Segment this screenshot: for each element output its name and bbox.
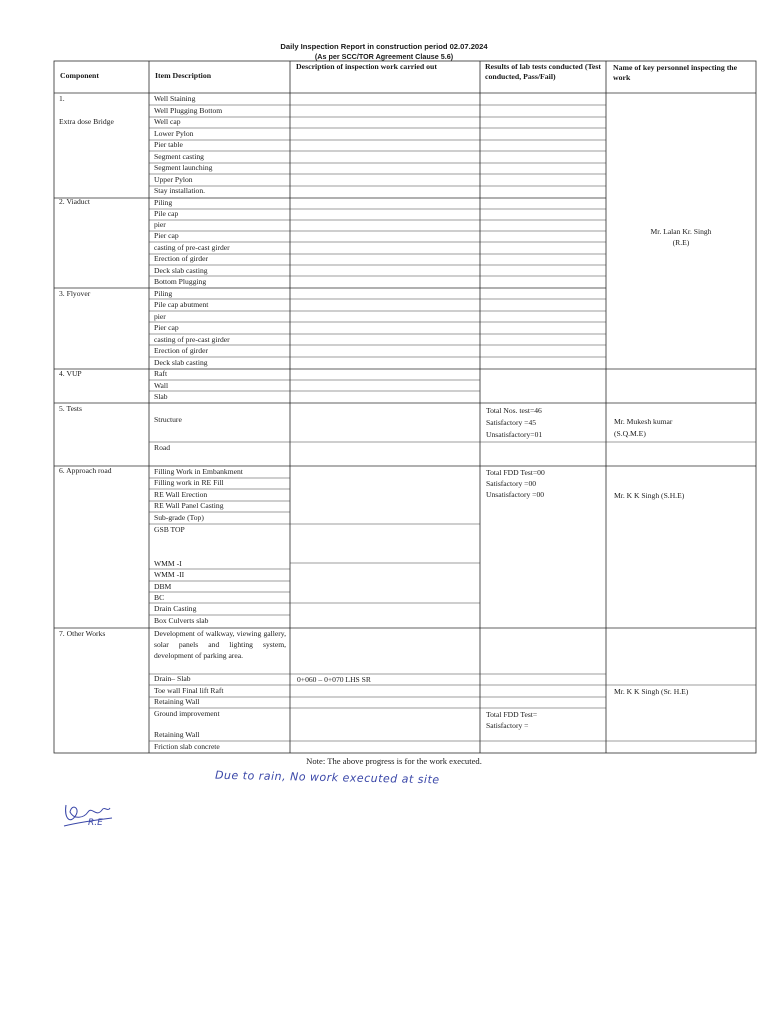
item-description: Segment launching bbox=[154, 163, 213, 172]
item-description: Sub-grade (Top) bbox=[154, 513, 204, 522]
item-description: Deck slab casting bbox=[154, 266, 208, 275]
header-item: Item Description bbox=[155, 71, 212, 80]
item-description: Pier cap bbox=[154, 323, 179, 332]
item-description: Pile cap abutment bbox=[154, 300, 209, 309]
item-description: Development of walkway, viewing gallery, solar panels and lighting system, development of parking area. bbox=[154, 629, 286, 660]
item-description: Pile cap bbox=[154, 209, 179, 218]
report-title: Daily Inspection Report in construction period 02.07.2024 bbox=[280, 42, 488, 51]
item-description: Deck slab casting bbox=[154, 358, 208, 367]
item-description: Lower Pylon bbox=[154, 129, 194, 138]
item-description: casting of pre-cast girder bbox=[154, 335, 230, 344]
result-fdd-unsatisfactory: Unsatisfactory =00 bbox=[486, 490, 545, 499]
item-description: RE Wall Panel Casting bbox=[154, 501, 224, 510]
description-drain-slab: 0+060 – 0+070 LHS SR bbox=[297, 675, 371, 684]
result-total-tests: Total Nos. test=46 bbox=[486, 406, 542, 415]
component-tests: 5. Tests bbox=[59, 404, 82, 413]
component-viaduct: 2. Viaduct bbox=[59, 197, 91, 206]
result-satisfactory: Satisfactory =45 bbox=[486, 418, 537, 427]
component-extra-dose-bridge: Extra dose Bridge bbox=[59, 117, 114, 126]
result-other-fdd-total: Total FDD Test= bbox=[486, 710, 538, 719]
personnel-re-name: Mr. Lalan Kr. Singh bbox=[650, 227, 712, 236]
result-fdd-satisfactory: Satisfactory =00 bbox=[486, 479, 537, 488]
item-description: Pier table bbox=[154, 140, 183, 149]
item-description: Piling bbox=[154, 289, 173, 298]
item-description: Erection of girder bbox=[154, 254, 208, 263]
item-description: Ground improvement bbox=[154, 709, 220, 718]
item-description: Wall bbox=[154, 381, 169, 390]
item-description: WMM -II bbox=[154, 570, 185, 579]
item-description: Well Staining bbox=[154, 94, 196, 103]
component-flyover: 3. Flyover bbox=[59, 289, 91, 298]
personnel-re-role: (R.E) bbox=[672, 238, 690, 247]
header-description: Description of inspection work carried out bbox=[296, 62, 437, 71]
item-description: Structure bbox=[154, 415, 182, 424]
item-description: Drain Casting bbox=[154, 604, 197, 613]
header-component: Component bbox=[60, 71, 99, 80]
item-description: BC bbox=[154, 593, 165, 602]
item-description: Pier cap bbox=[154, 231, 179, 240]
item-description: pier bbox=[154, 312, 166, 321]
item-description: Erection of girder bbox=[154, 346, 208, 355]
item-description: Segment casting bbox=[154, 152, 204, 161]
item-description: WMM -I bbox=[154, 559, 182, 568]
item-description: Box Culverts slab bbox=[154, 616, 209, 625]
item-description: Retaining Wall bbox=[154, 697, 200, 706]
component-vup: 4. VUP bbox=[59, 369, 82, 378]
signature-role: R.E bbox=[88, 818, 103, 828]
result-other-fdd-satisfactory: Satisfactory = bbox=[486, 721, 529, 730]
component-approach-road: 6. Approach road bbox=[59, 466, 112, 475]
component-other-works: 7. Other Works bbox=[59, 629, 106, 638]
item-description: Piling bbox=[154, 198, 173, 207]
item-description: Slab bbox=[154, 392, 168, 401]
item-description: Upper Pylon bbox=[154, 175, 193, 184]
item-description: Toe wall Final lift Raft bbox=[154, 686, 224, 695]
item-description: GSB TOP bbox=[154, 525, 185, 534]
item-description: Well cap bbox=[154, 117, 181, 126]
result-fdd-total: Total FDD Test=00 bbox=[486, 468, 545, 477]
item-description: pier bbox=[154, 220, 166, 229]
personnel-she: Mr. K K Singh (S.H.E) bbox=[614, 491, 685, 500]
component-bridge-number: 1. bbox=[59, 94, 65, 103]
personnel-sqme-name: Mr. Mukesh kumar bbox=[614, 417, 673, 426]
item-description: Drain– Slab bbox=[154, 674, 191, 683]
item-description: Stay installation. bbox=[154, 186, 206, 195]
item-description: Raft bbox=[154, 369, 168, 378]
personnel-sqme-role: (S.Q.M.E) bbox=[614, 429, 646, 438]
header-results: Results of lab tests conducted (Test conducted, Pass/Fail) bbox=[485, 62, 602, 81]
item-description: Retaining Wall bbox=[154, 730, 200, 739]
item-description: Filling work in RE Fill bbox=[154, 478, 224, 487]
item-description: Friction slab concrete bbox=[154, 742, 220, 751]
result-unsatisfactory: Unsatisfactory=01 bbox=[486, 430, 543, 439]
item-description: Well Plugging Bottom bbox=[154, 106, 223, 115]
item-description: casting of pre-cast girder bbox=[154, 243, 230, 252]
item-description: RE Wall Erection bbox=[154, 490, 208, 499]
report-subtitle: (As per SCC/TOR Agreement Clause 5.6) bbox=[314, 52, 454, 61]
item-description: DBM bbox=[154, 582, 172, 591]
progress-note: Note: The above progress is for the work executed. bbox=[306, 756, 482, 766]
item-description: Road bbox=[154, 443, 171, 452]
item-description: Bottom Plugging bbox=[154, 277, 207, 286]
item-description: Filling Work in Embankment bbox=[154, 467, 243, 476]
handwritten-remark: Due to rain, No work executed at site bbox=[214, 768, 440, 787]
personnel-srhe: Mr. K K Singh (Sr. H.E) bbox=[614, 687, 689, 696]
header-personnel: Name of key personnel inspecting the work bbox=[613, 63, 738, 82]
